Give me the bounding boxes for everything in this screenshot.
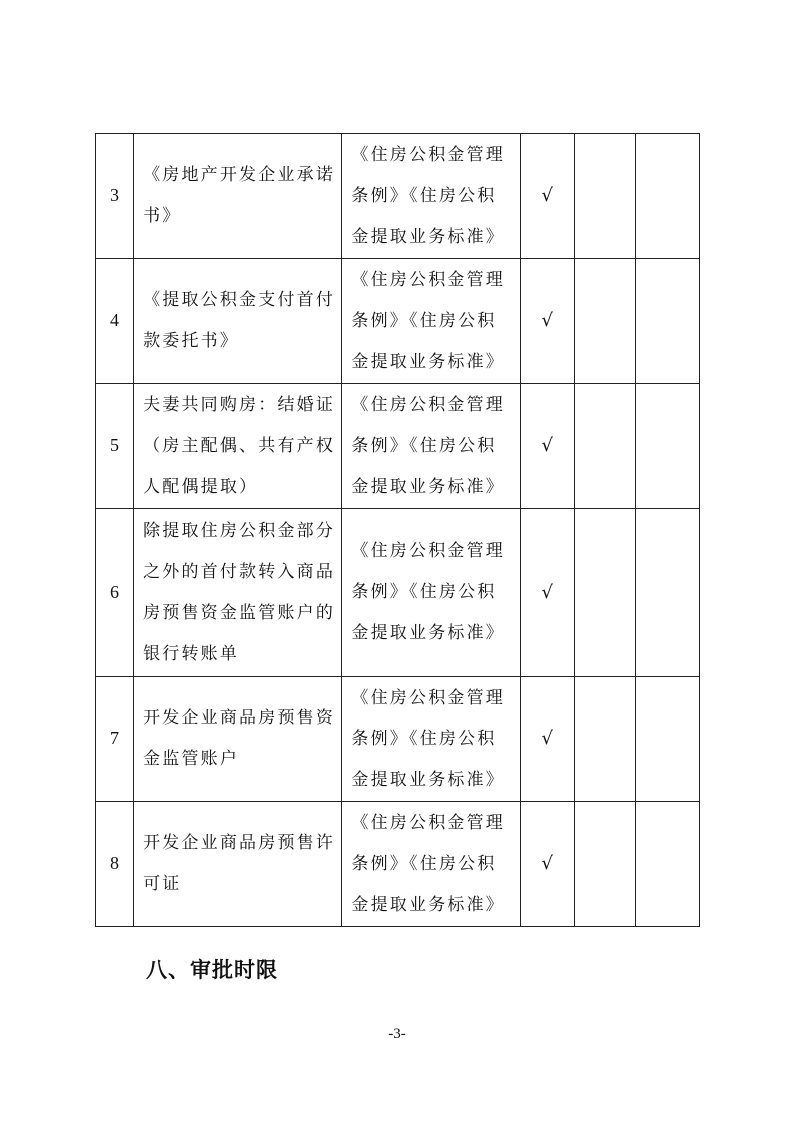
row-number: 4 (110, 310, 120, 330)
check-cell (520, 384, 574, 509)
basis-cell (342, 259, 520, 384)
basis-cell (342, 134, 520, 259)
basis-cell (342, 802, 520, 927)
table-row (96, 384, 700, 509)
checkmark: √ (541, 853, 553, 874)
material-cell (134, 134, 342, 259)
empty-cell (635, 509, 699, 677)
empty-cell (635, 677, 699, 802)
section-heading: 八、审批时限 (146, 958, 278, 982)
empty-cell (574, 509, 635, 677)
check-cell (520, 134, 574, 259)
empty-cell (574, 134, 635, 259)
row-number-cell (96, 384, 134, 509)
row-number-cell (96, 509, 134, 677)
table-row (96, 259, 700, 384)
empty-cell (635, 259, 699, 384)
material-cell (134, 259, 342, 384)
basis-cell (342, 677, 520, 802)
legal-basis: 《住房公积金管理条例》《住房公积金提取业务标准》 (351, 812, 506, 915)
row-number: 5 (110, 435, 120, 455)
empty-cell (635, 802, 699, 927)
empty-cell (574, 259, 635, 384)
legal-basis: 《住房公积金管理条例》《住房公积金提取业务标准》 (351, 269, 506, 372)
empty-cell (574, 802, 635, 927)
materials-table (95, 133, 700, 927)
table-row (96, 677, 700, 802)
checkmark: √ (541, 310, 553, 331)
material-name: 《提取公积金支付首付款委托书》 (143, 290, 336, 351)
row-number-cell (96, 134, 134, 259)
material-cell (134, 384, 342, 509)
material-cell (134, 509, 342, 677)
table-row (96, 134, 700, 259)
material-name: 开发企业商品房预售许可证 (143, 833, 336, 894)
legal-basis: 《住房公积金管理条例》《住房公积金提取业务标准》 (351, 144, 506, 247)
checkmark: √ (541, 581, 553, 603)
row-number: 6 (110, 581, 120, 602)
table-row (96, 802, 700, 927)
empty-cell (574, 384, 635, 509)
legal-basis: 《住房公积金管理条例》《住房公积金提取业务标准》 (351, 394, 506, 497)
checkmark: √ (541, 435, 553, 456)
material-name: 除提取住房公积金部分之外的首付款转入商品房预售资金监管账户的银行转账单 (143, 520, 336, 664)
material-name: 开发企业商品房预售资金监管账户 (143, 708, 336, 769)
check-cell (520, 509, 574, 677)
empty-cell (635, 134, 699, 259)
basis-cell (342, 509, 520, 677)
material-name: 夫妻共同购房：结婚证（房主配偶、共有产权人配偶提取） (143, 394, 336, 497)
row-number: 3 (110, 185, 120, 205)
checkmark: √ (541, 185, 553, 206)
empty-cell (574, 677, 635, 802)
material-cell (134, 677, 342, 802)
table-row (96, 509, 700, 677)
material-name: 《房地产开发企业承诺书》 (143, 165, 336, 226)
check-cell (520, 802, 574, 927)
legal-basis: 《住房公积金管理条例》《住房公积金提取业务标准》 (351, 687, 506, 790)
check-cell (520, 677, 574, 802)
row-number: 7 (110, 728, 120, 748)
page-number: -3- (388, 1026, 406, 1042)
material-cell (134, 802, 342, 927)
empty-cell (635, 384, 699, 509)
basis-cell (342, 384, 520, 509)
row-number: 8 (110, 853, 120, 873)
row-number-cell (96, 802, 134, 927)
checkmark: √ (541, 728, 553, 749)
legal-basis: 《住房公积金管理条例》《住房公积金提取业务标准》 (351, 541, 506, 643)
row-number-cell (96, 259, 134, 384)
check-cell (520, 259, 574, 384)
row-number-cell (96, 677, 134, 802)
